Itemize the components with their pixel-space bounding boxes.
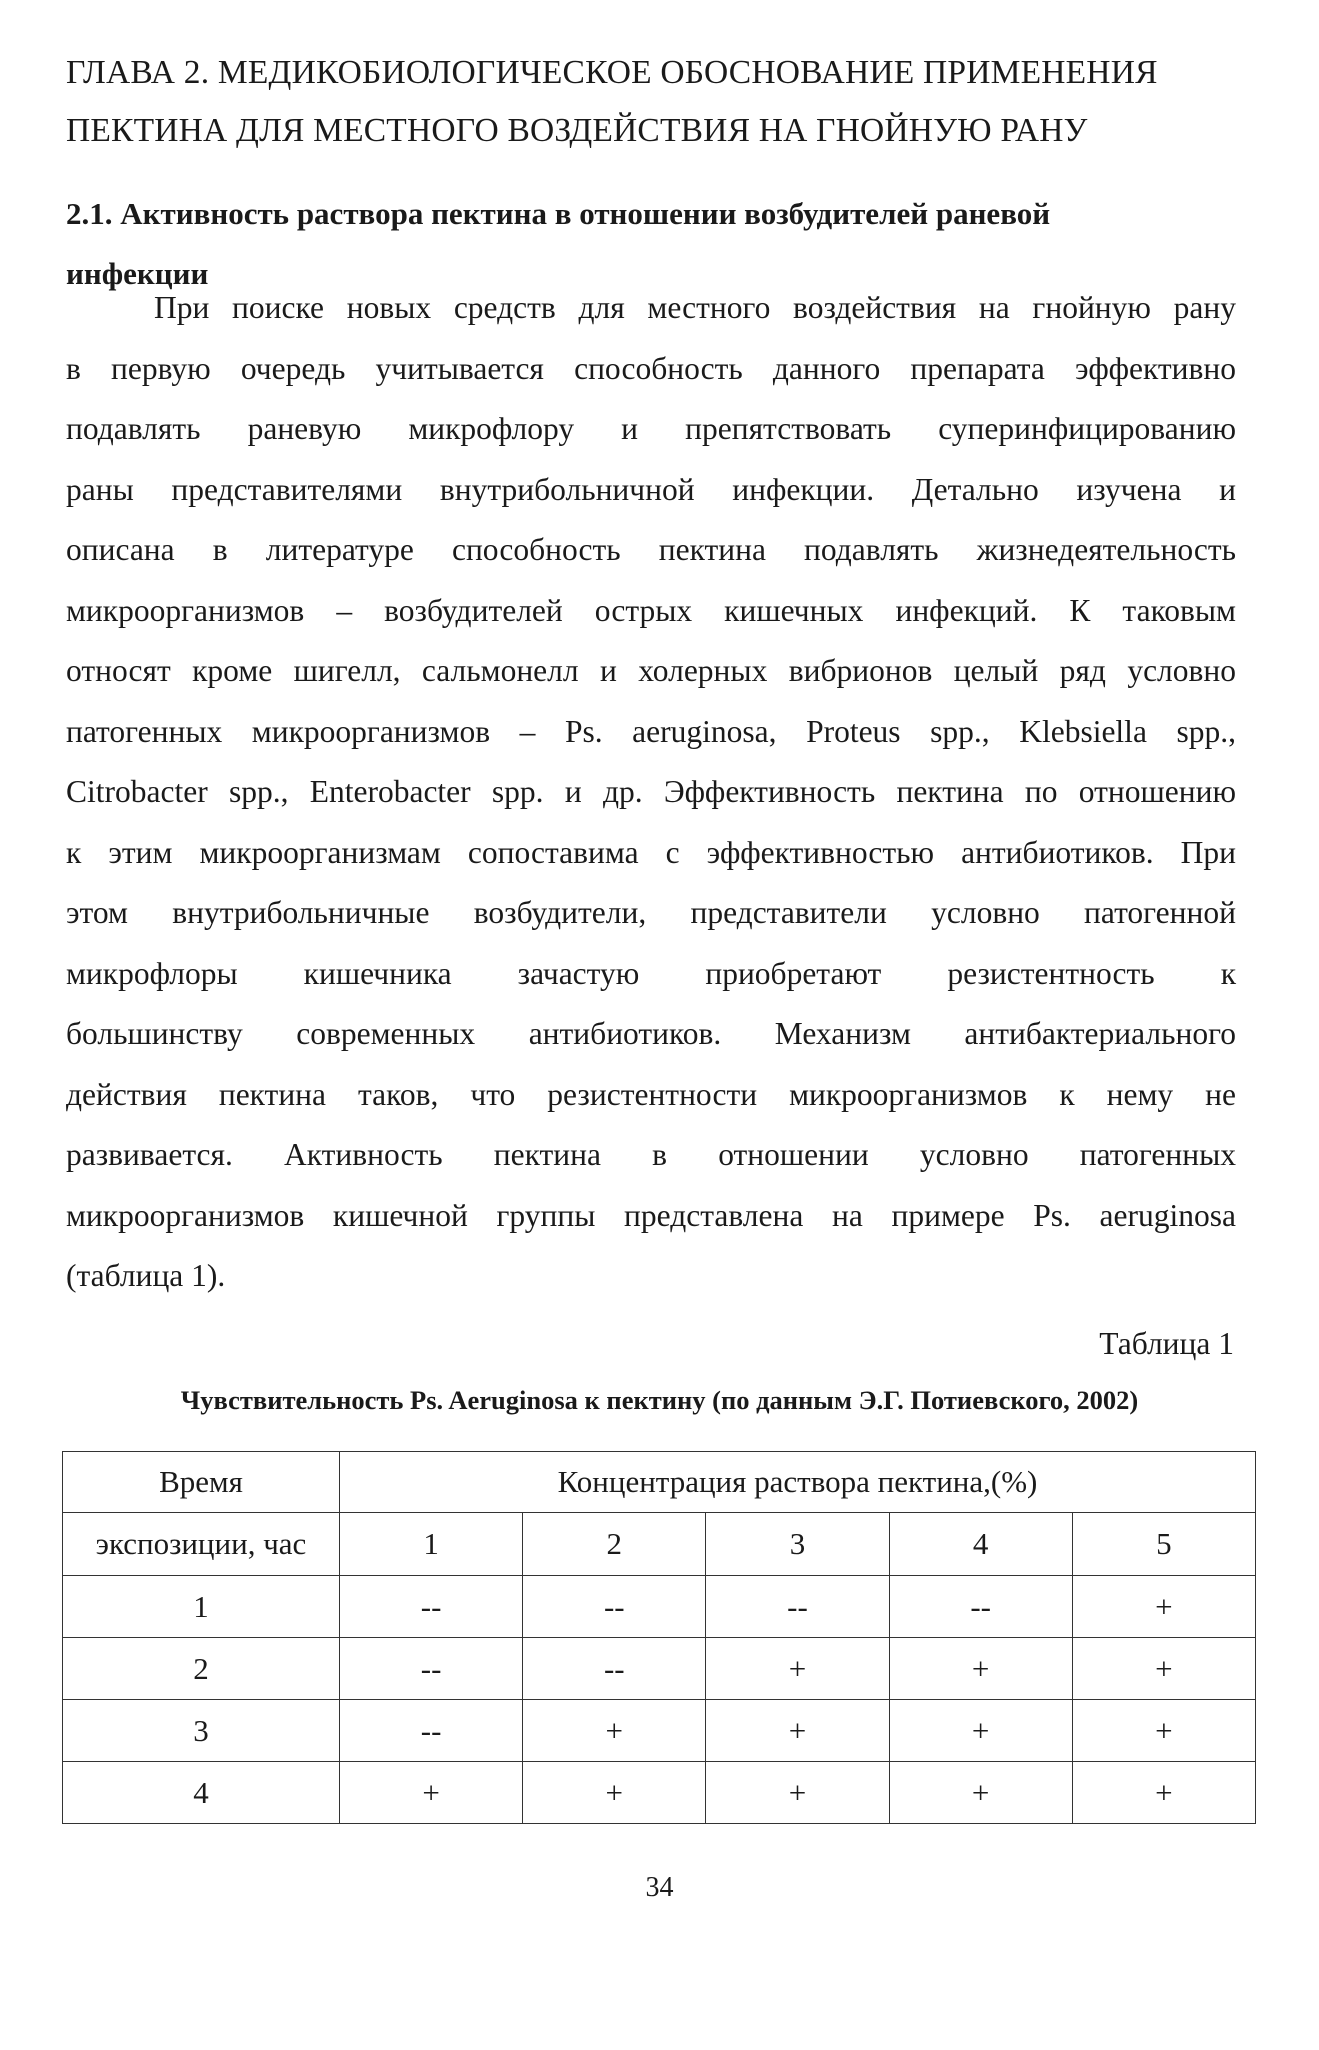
column-header: 5: [1072, 1513, 1255, 1576]
section-title-line: инфекции: [66, 255, 209, 291]
paragraph-line: действия пектина таков, что резистентности микроорганизмов к нему не: [66, 1076, 1236, 1112]
table-row: [63, 1762, 1256, 1824]
paragraph-line: к этим микроорганизмам сопоставима с эффективностью антибиотиков. При: [66, 834, 1236, 870]
table-cell: +: [889, 1638, 1072, 1700]
table-cell: +: [1072, 1576, 1255, 1638]
group-header: Концентрация раствора пектина,(%): [340, 1452, 1256, 1513]
table-cell: +: [340, 1762, 523, 1824]
table-cell: --: [889, 1576, 1072, 1638]
table-cell: +: [706, 1700, 889, 1762]
paragraph-line: микроорганизмов – возбудителей острых кишечных инфекций. К таковым: [66, 592, 1236, 628]
table-row: [63, 1700, 1256, 1762]
paragraph-line: описана в литературе способность пектина подавлять жизнедеятельность: [66, 532, 1236, 567]
table-cell: +: [889, 1762, 1072, 1824]
column-header: 4: [889, 1513, 1072, 1576]
paragraph-line: подавлять раневую микрофлору и препятствовать суперинфицированию: [66, 411, 1236, 446]
table-cell: +: [523, 1700, 706, 1762]
chapter-title-line: ПЕКТИНА ДЛЯ МЕСТНОГО ВОЗДЕЙСТВИЯ НА ГНОЙНУЮ РАНУ: [66, 112, 1088, 150]
table-cell: +: [889, 1700, 1072, 1762]
table-cell: +: [1072, 1762, 1255, 1824]
sensitivity-table: [62, 1451, 1256, 1824]
chapter-title: [66, 44, 1256, 160]
table-header-row: [63, 1513, 1256, 1576]
table-row: [63, 1638, 1256, 1700]
time-cell: 3: [63, 1700, 340, 1762]
paragraph-line: При поиске новых средств для местного воздействия на гнойную рану: [154, 290, 1236, 325]
column-header: 3: [706, 1513, 889, 1576]
column-header: 2: [523, 1513, 706, 1576]
table-cell: --: [706, 1576, 889, 1638]
time-cell: 1: [63, 1576, 340, 1638]
row-header-top: Время: [63, 1452, 340, 1513]
time-cell: 2: [63, 1638, 340, 1700]
row-header-bottom: экспозиции, час: [63, 1513, 340, 1576]
paragraph-line: в первую очередь учитывается способность данного препарата эффективно: [66, 350, 1236, 386]
paragraph-line: относят кроме шигелл, сальмонелл и холерных вибрионов целый ряд условно: [66, 653, 1236, 688]
paragraph-line: большинству современных антибиотиков. Механизм антибактериального: [66, 1016, 1236, 1051]
table-row: [63, 1576, 1256, 1638]
page-number: 34: [645, 1872, 674, 1903]
paragraph-line: микрофлоры кишечника зачастую приобретают резистентность к: [66, 955, 1236, 991]
paragraph-line: раны представителями внутрибольничной инфекции. Детально изучена и: [66, 471, 1236, 507]
section-title-line: 2.1. Активность раствора пектина в отношении возбудителей раневой: [66, 195, 1051, 231]
table-title: Чувствительность Ps. Aeruginosa к пектину (по данным Э.Г. Потиевского, 2002): [180, 1385, 1139, 1415]
time-cell: 4: [63, 1762, 340, 1824]
table-cell: +: [706, 1762, 889, 1824]
table-cell: --: [340, 1700, 523, 1762]
paragraph-line: развивается. Активность пектина в отношении условно патогенных: [66, 1137, 1236, 1172]
table-cell: --: [340, 1576, 523, 1638]
table-cell: +: [706, 1638, 889, 1700]
table-cell: +: [523, 1762, 706, 1824]
chapter-title-line: ГЛАВА 2. МЕДИКОБИОЛОГИЧЕСКОЕ ОБОСНОВАНИЕ ПРИМЕНЕНИЯ: [66, 54, 1158, 92]
table-caption: Таблица 1: [1099, 1326, 1234, 1361]
body-paragraph: [66, 278, 1236, 1307]
column-header: 1: [340, 1513, 523, 1576]
paragraph-line: (таблица 1).: [66, 1258, 226, 1293]
table-cell: +: [1072, 1638, 1255, 1700]
table-cell: --: [340, 1638, 523, 1700]
table-header-row: [63, 1452, 1256, 1513]
table-cell: --: [523, 1576, 706, 1638]
table-cell: +: [1072, 1700, 1255, 1762]
table-cell: --: [523, 1638, 706, 1700]
paragraph-line: микроорганизмов кишечной группы представлена на примере Ps. aeruginosa: [66, 1197, 1236, 1233]
paragraph-line: этом внутрибольничные возбудители, представители условно патогенной: [66, 895, 1236, 930]
paragraph-line: патогенных микроорганизмов – Ps. aeruginosa, Proteus spp., Klebsiella spp.,: [66, 713, 1236, 749]
paragraph-line: Citrobacter spp., Enterobacter spp. и др. Эффективность пектина по отношению: [66, 774, 1236, 809]
